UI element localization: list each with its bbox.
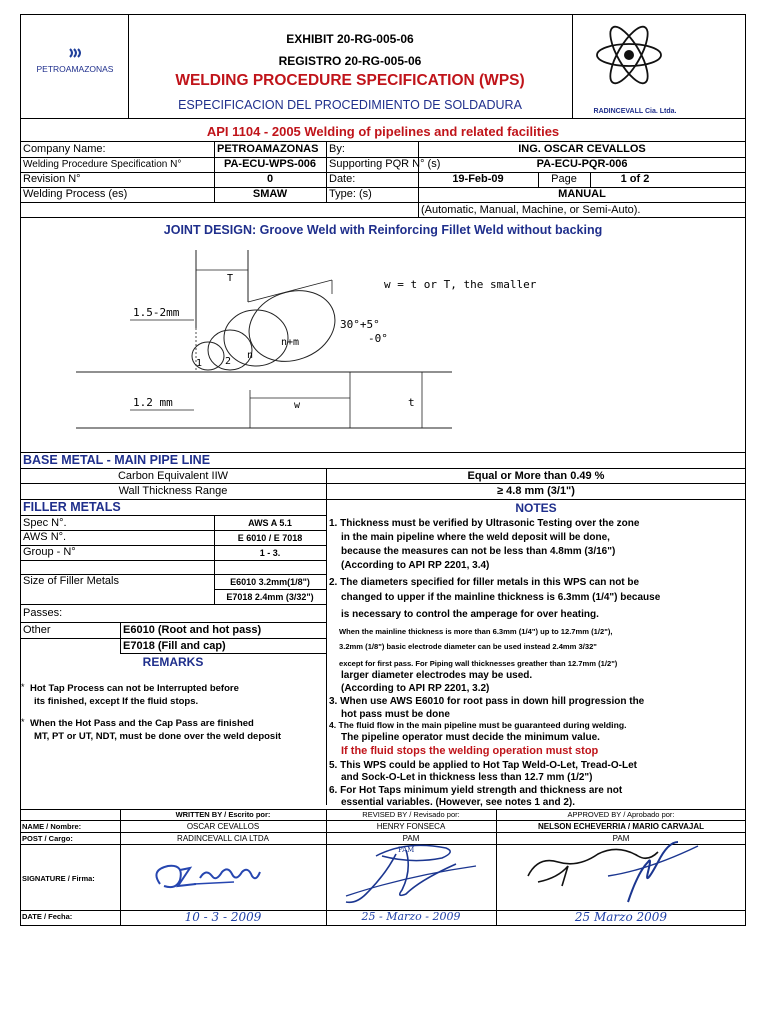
group-label: Group - N°: [23, 546, 76, 558]
page-value: 1 of 2: [620, 173, 650, 185]
note-5b: and Sock-O-Let in thickness less than 12.7 mm (1/2"): [341, 772, 593, 783]
note-2g: larger diameter electrodes may be used.: [341, 670, 533, 681]
carbon-equivalent-label: Carbon Equivalent IIW: [117, 470, 229, 482]
revised-pam-stamp: PAM: [398, 846, 415, 854]
passes-label: Passes:: [23, 607, 63, 619]
aws-label: AWS N°.: [23, 531, 67, 543]
pass-value-root: E6010 (Root and hot pass): [123, 624, 262, 636]
document-subtitle: ESPECIFICACION DEL PROCEDIMIENTO DE SOLDADURA: [178, 98, 522, 112]
note-2b: changed to upper if the mainline thickness is 6.3mm (1/4") because: [341, 592, 661, 603]
note-4b: The pipeline operator must decide the minimum value.: [341, 732, 600, 743]
group-value: 1 - 3.: [259, 548, 281, 558]
spec-value: AWS A 5.1: [248, 518, 292, 528]
atom-logo-icon: [592, 20, 666, 90]
dim-label-t: t: [408, 396, 415, 409]
revised-by-date: 25 - Marzo - 2009: [361, 910, 461, 923]
by-label: By:: [329, 143, 345, 155]
pass-value-fill: E7018 (Fill and cap): [123, 640, 226, 652]
written-by-post: RADINCEVALL CIA LTDA: [177, 834, 269, 843]
written-by-date: 10 - 3 - 2009: [184, 910, 262, 924]
revised-by-post: PAM: [402, 834, 420, 843]
size-label: Size of Filler Metals: [23, 575, 119, 587]
process-label: Welding Process (es): [23, 188, 128, 200]
base-metal-title: BASE METAL - MAIN PIPE LINE: [23, 453, 211, 467]
pass-label-n: n: [247, 350, 254, 361]
company-label: Company Name:: [23, 143, 106, 155]
approved-by-name: NELSON ECHEVERRIA / MARIO CARVAJAL: [537, 822, 705, 831]
note-3b: hot pass must be done: [341, 709, 450, 720]
other-label: Other: [23, 624, 51, 636]
note-5a: 5. This WPS could be applied to Hot Tap Weld-O-Let, Tread-O-Let: [329, 760, 637, 771]
wps-label: Welding Procedure Specification N°: [23, 159, 182, 170]
dim-label-angle-minus: -0°: [368, 332, 388, 345]
approved-by-date: 25 Marzo 2009: [574, 910, 668, 924]
size-value-e7018: E7018 2.4mm (3/32"): [226, 592, 314, 602]
note-3a: 3. When use AWS E6010 for root pass in down hill progression the: [329, 696, 645, 707]
company-value: PETROAMAZONAS: [217, 143, 319, 155]
signature-row-label: SIGNATURE / Firma:: [22, 874, 95, 883]
remark-1-line-a: Hot Tap Process can not be Interrupted before: [30, 683, 239, 694]
by-value: ING. OSCAR CEVALLOS: [518, 143, 646, 155]
note-1b: in the main pipeline where the weld deposit will be done,: [341, 532, 610, 543]
pass-label-2: 2: [225, 356, 232, 367]
name-row-label: NAME / Nombre:: [22, 822, 82, 831]
joint-design-title: JOINT DESIGN: Groove Weld with Reinforcing Fillet Weld without backing: [163, 223, 603, 237]
pass-label-1: 1: [196, 358, 203, 369]
approved-by-signature: [508, 836, 728, 908]
date-value: 19-Feb-09: [452, 173, 504, 185]
registro-code: REGISTRO 20-RG-005-06: [278, 54, 422, 68]
notes-title: NOTES: [515, 501, 557, 515]
wps-value: PA-ECU-WPS-006: [223, 158, 317, 170]
written-by-label: WRITTEN BY / Escrito por:: [175, 810, 271, 819]
remark-2-line-a: When the Hot Pass and the Cap Pass are finished: [30, 718, 254, 729]
dim-label-gap: 1.5-2mm: [133, 306, 180, 319]
note-4a: 4. The fluid flow in the main pipeline must be guaranteed during welding.: [329, 720, 627, 730]
dim-label-angle: 30°+5°: [340, 318, 380, 331]
revision-label: Revision N°: [23, 173, 81, 185]
note-2h: (According to API RP 2201, 3.2): [341, 683, 490, 694]
note-2a: 2. The diameters specified for filler metals in this WPS can not be: [329, 577, 640, 588]
document-title: WELDING PROCEDURE SPECIFICATION (WPS): [175, 72, 525, 89]
carbon-equivalent-value: Equal or More than 0.49 %: [467, 470, 605, 482]
note-6a: 6. For Hot Taps minimum yield strength and thickness are not: [329, 785, 623, 796]
remark-1-line-b: its finished, except If the fluid stops.: [34, 696, 199, 707]
note-2c: is necessary to control the amperage for over heating.: [341, 609, 599, 620]
note-4c-warning: If the fluid stops the welding operation must stop: [341, 745, 599, 757]
petroamazonas-logo-text: PETROAMAZONAS: [36, 64, 114, 74]
note-1a: 1. Thickness must be verified by Ultrasonic Testing over the zone: [329, 518, 640, 529]
dim-label-root: 1.2 mm: [133, 396, 173, 409]
size-value-e6010: E6010 3.2mm(1/8"): [230, 577, 310, 587]
spec-label: Spec N°.: [23, 517, 67, 529]
type-value: MANUAL: [558, 188, 606, 200]
remarks-title: REMARKS: [142, 655, 204, 669]
exhibit-code: EXHIBIT 20-RG-005-06: [286, 32, 414, 46]
date-row-label: DATE / Fecha:: [22, 912, 73, 921]
revised-by-label: REVISED BY / Revisado por:: [362, 810, 460, 819]
process-value: SMAW: [252, 188, 288, 200]
remark-2-line-b: MT, PT or UT, NDT, must be done over the weld deposit: [34, 731, 282, 742]
written-by-name: OSCAR CEVALLOS: [186, 822, 260, 831]
remarks-bullet-1: *: [21, 682, 25, 692]
note-2d: When the mainline thickness is more than 6.3mm (1/4") up to 12.7mm (1/2"),: [339, 627, 613, 636]
post-row-label: POST / Cargo:: [22, 834, 73, 843]
revision-value: 0: [266, 173, 274, 185]
approved-by-label: APPROVED BY / Aprobado por:: [567, 810, 675, 819]
filler-metals-title: FILLER METALS: [23, 500, 121, 514]
note-1c: because the measures can not be less than 4.8mm (3/16"): [341, 546, 616, 557]
note-1d: (According to API RP 2201, 3.4): [341, 560, 490, 571]
wall-thickness-value: ≥ 4.8 mm (3/1"): [497, 485, 575, 497]
approved-by-post: PAM: [612, 834, 630, 843]
api-standard-line: API 1104 - 2005 Welding of pipelines and related facilities: [206, 124, 560, 139]
wall-thickness-label: Wall Thickness Range: [118, 485, 228, 497]
dim-label-T: T: [227, 273, 234, 284]
dim-label-w: w: [294, 400, 301, 411]
pqr-value: PA-ECU-PQR-006: [536, 158, 628, 170]
type-note: (Automatic, Manual, Machine, or Semi-Auto).: [421, 204, 641, 216]
revised-by-name: HENRY FONSECA: [376, 822, 446, 831]
written-by-signature: [140, 848, 310, 904]
joint-formula: w = t or T, the smaller: [384, 278, 537, 291]
pqr-label: Supporting PQR N° (s): [329, 158, 441, 170]
note-2e: 3.2mm (1/8") basic electrode diameter can be used instead 2.4mm 3/32": [339, 642, 597, 651]
page-label: Page: [551, 173, 577, 185]
note-2f: except for first pass. For Piping wall thicknesses greather than 12.7mm (1/2"): [339, 659, 618, 668]
pass-label-n-plus-m: n+m: [281, 337, 300, 348]
remarks-bullet-2: *: [21, 717, 25, 727]
aws-value: E 6010 / E 7018: [237, 533, 303, 543]
type-label: Type: (s): [329, 188, 372, 200]
note-6b: essential variables. (However, see notes 1 and 2).: [341, 797, 575, 808]
date-label: Date:: [329, 173, 356, 185]
radincevall-logo-text: RADINCEVALL Cia. Ltda.: [593, 108, 677, 115]
